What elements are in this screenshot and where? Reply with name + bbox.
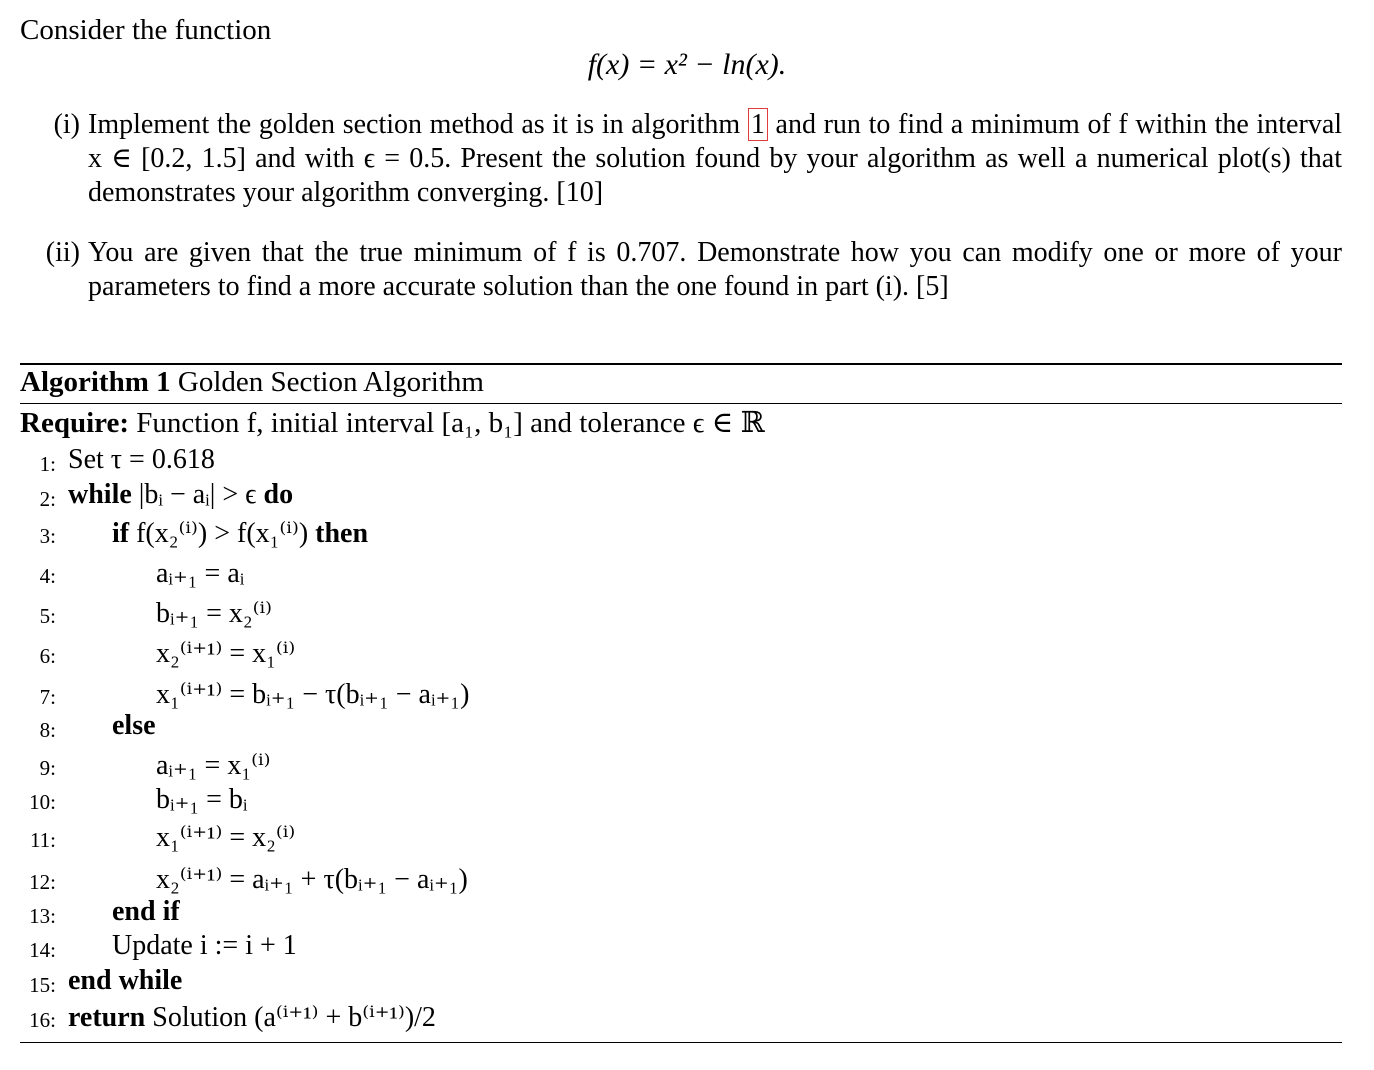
line-code: aᵢ₊₁ = x₁⁽ⁱ⁾ [156,750,271,781]
line-number: 13: [29,904,56,928]
line-number: 1: [39,452,56,476]
line-number: 8: [39,718,56,742]
part-text: You are given that the true minimum of f is 0.707. Demonstrate how you can modify one or more of your parameters to find a more accurate solution than the one found in part (i). [5] [88,237,1342,302]
algorithm-caption-text: Golden Section Algorithm [177,366,484,398]
line-number: 16: [29,1008,56,1032]
part-ii [20,236,1342,308]
line-number: 3: [39,524,56,548]
line-code: Update i := i + 1 [112,930,297,961]
line-number: 11: [29,828,56,852]
intro-text: Consider the function [20,14,272,46]
line-number: 15: [29,973,56,997]
algorithm-caption-label: Algorithm 1 [20,366,171,398]
part-label: (ii) [45,237,80,268]
part-text: Implement the golden section method as it is in algorithm [88,109,741,140]
top-rule [20,363,1342,365]
line-code: end if [112,896,180,927]
line-number: 5: [39,604,56,628]
line-number: 4: [39,564,56,588]
algorithm-caption [20,366,484,399]
bottom-rule [20,1042,1342,1043]
line-code: bᵢ₊₁ = x₂⁽ⁱ⁾ [156,598,273,629]
line-number: 6: [39,644,56,668]
part-label: (i) [53,109,80,140]
line-code: if f(x₂⁽ⁱ⁾) > f(x₁⁽ⁱ⁾) then [112,518,369,549]
line-number: 12: [29,870,56,894]
part-i [20,108,1342,218]
line-code: aᵢ₊₁ = aᵢ [156,558,245,589]
line-code: end while [68,965,183,996]
line-code: return Solution (a⁽ⁱ⁺¹⁾ + b⁽ⁱ⁺¹⁾)/2 [68,1002,436,1033]
line-number: 10: [29,790,56,814]
line-number: 7: [39,685,56,709]
line-number: 2: [39,487,56,511]
caption-rule [20,403,1342,404]
line-code: x₁⁽ⁱ⁺¹⁾ = x₂⁽ⁱ⁾ [156,822,296,853]
line-code: bᵢ₊₁ = bᵢ [156,784,248,815]
line-code: x₂⁽ⁱ⁺¹⁾ = aᵢ₊₁ + τ(bᵢ₊₁ − aᵢ₊₁) [156,864,468,895]
line-code: x₂⁽ⁱ⁺¹⁾ = x₁⁽ⁱ⁾ [156,638,296,669]
part-text: and run to find a minimum of f within the interval x ∈ [0.2, 1.5] and with ϵ = 0.5. Present the solution found by your algorithm as well a numerical plot(s) that demonstrates your algorithm converging. [10] [88,109,1343,208]
algorithm-require [20,405,765,440]
line-code: x₁⁽ⁱ⁺¹⁾ = bᵢ₊₁ − τ(bᵢ₊₁ − aᵢ₊₁) [156,679,470,710]
line-code: while |bᵢ − aᵢ| > ϵ do [68,479,294,510]
algorithm-reference-link[interactable]: 1 [748,108,768,141]
line-number: 14: [29,938,56,962]
require-text: Function f, initial interval [a₁, b₁] and tolerance ϵ ∈ ℝ [136,407,765,439]
line-code: Set τ = 0.618 [68,444,215,475]
require-label: Require: [20,407,130,439]
line-number: 9: [39,756,56,780]
line-code: else [112,710,156,741]
display-equation: f(x) = x² − ln(x). [587,48,787,81]
